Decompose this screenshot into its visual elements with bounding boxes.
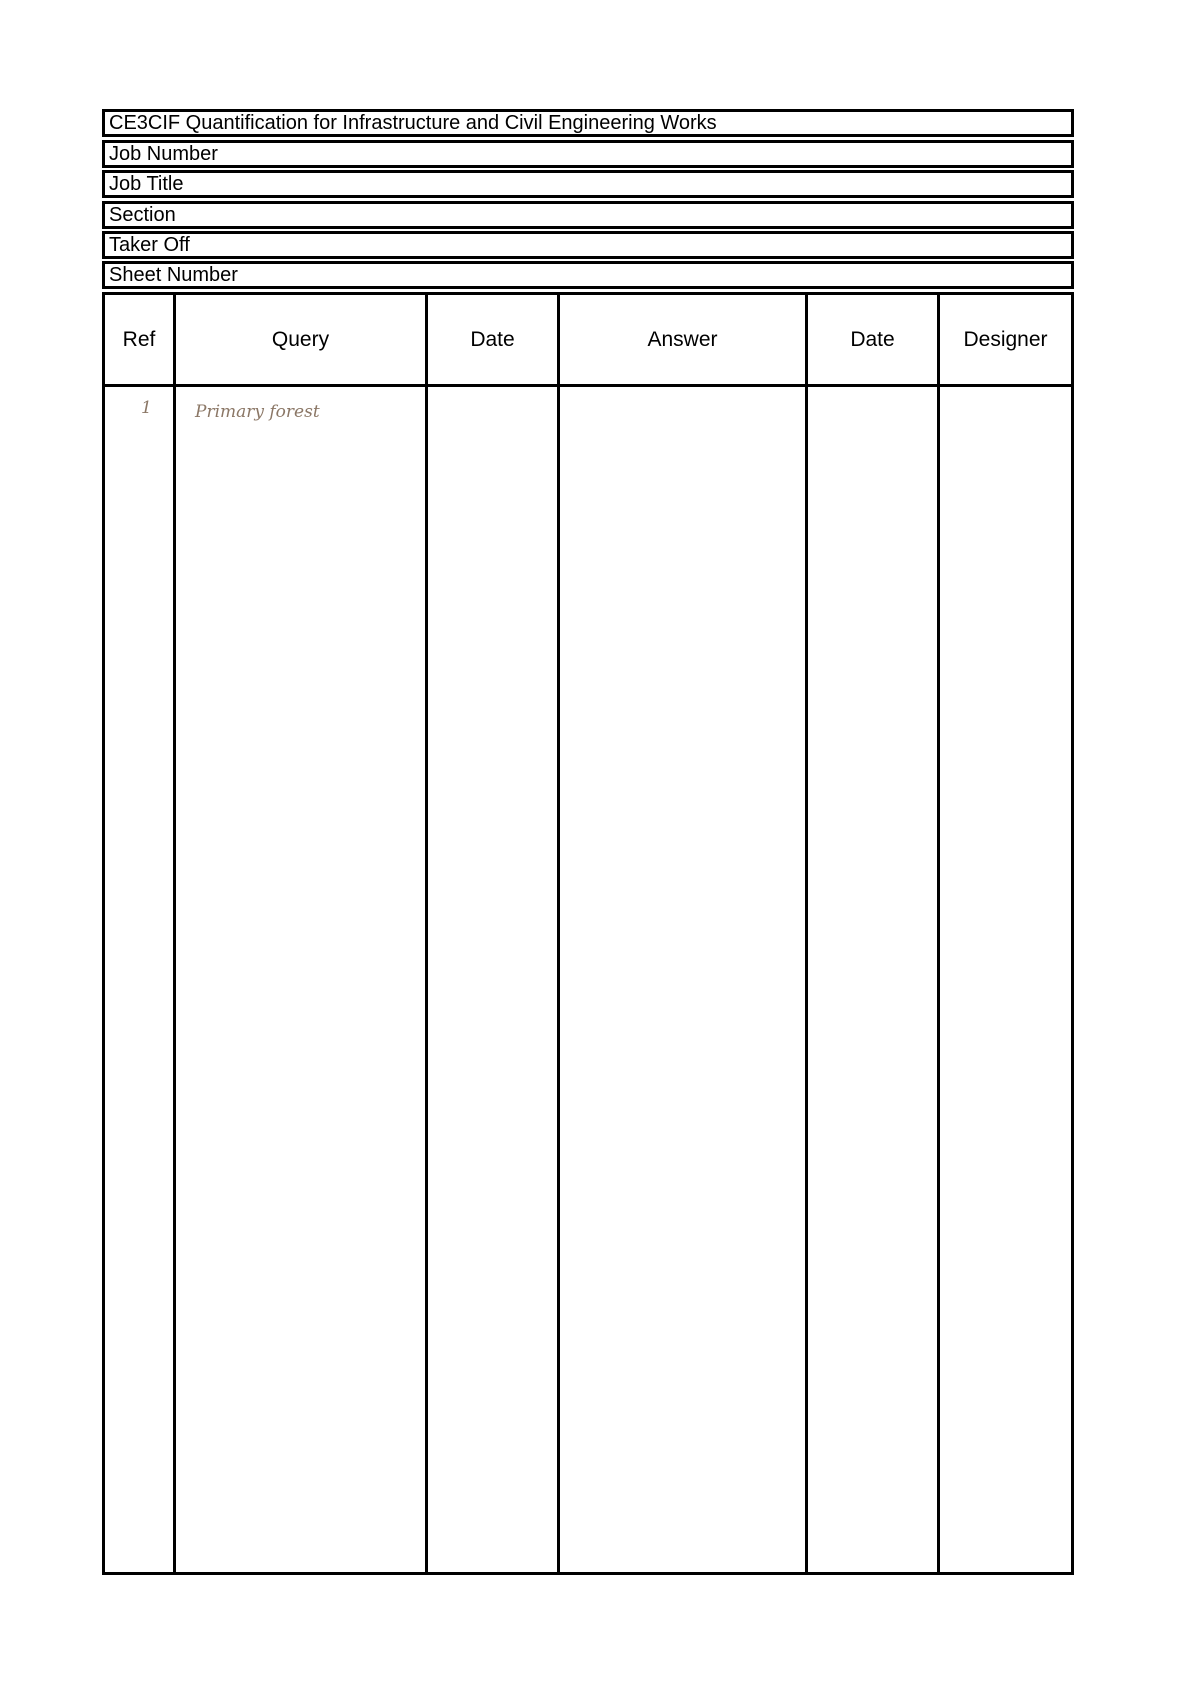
sheet-title: CE3CIF Quantification for Infrastructure and Civil Engineering Works [102, 109, 1074, 137]
column-divider [557, 295, 560, 1572]
row-query-handwritten: Primary forest [195, 402, 320, 422]
column-header-designer: Designer [963, 327, 1048, 351]
query-table [102, 292, 1074, 1575]
taker-off-field: Taker Off [102, 231, 1074, 259]
job-title-field: Job Title [102, 170, 1074, 198]
sheet-number-field: Sheet Number [102, 261, 1074, 289]
column-header-query: Query [271, 327, 330, 351]
column-header-ref: Ref [122, 327, 156, 351]
column-header-query-date: Date [470, 327, 515, 351]
header-divider [105, 384, 1071, 387]
job-number-field: Job Number [102, 140, 1074, 168]
section-field: Section [102, 201, 1074, 229]
column-divider [173, 295, 176, 1572]
column-divider [937, 295, 940, 1572]
column-divider [805, 295, 808, 1572]
column-header-answer-date: Date [850, 327, 895, 351]
column-divider [425, 295, 428, 1572]
query-sheet [102, 109, 1074, 1575]
column-header-answer: Answer [647, 327, 718, 351]
row-ref-handwritten: 1 [141, 398, 152, 418]
